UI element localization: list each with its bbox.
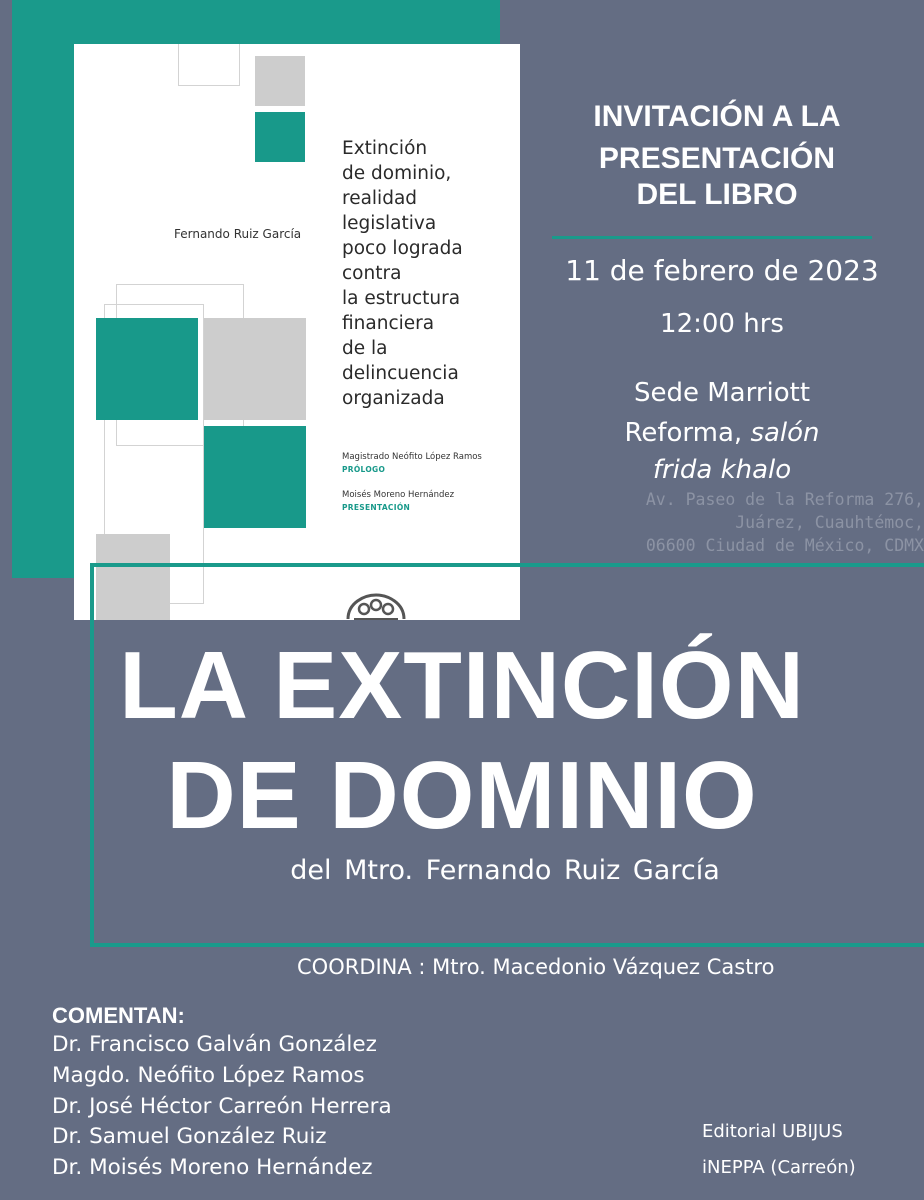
invitation-heading: PRESENTACIÓN xyxy=(598,142,836,175)
venue-hall-text: salón xyxy=(750,418,820,448)
cover-presentation-role: PRESENTACIÓN xyxy=(342,503,411,512)
address-line: 06600 Ciudad de México, CDMX xyxy=(645,536,924,555)
main-title-author: del Mtro. Fernando Ruiz García xyxy=(290,855,720,886)
book-cover xyxy=(74,44,520,620)
commentator-name: Dr. Moisés Moreno Hernández xyxy=(52,1155,373,1180)
venue-hall-text: frida khalo xyxy=(652,455,792,485)
venue-line: Sede Marriott xyxy=(633,378,811,408)
commentator-name: Dr. Francisco Galván González xyxy=(52,1032,377,1057)
cover-title-line: legislativa xyxy=(342,213,437,234)
invitation-heading: DEL LIBRO xyxy=(636,178,798,211)
cover-teal-square xyxy=(204,426,306,528)
cover-title xyxy=(342,136,517,411)
publisher: iNEPPA (Carreón) xyxy=(702,1157,856,1178)
invitation-heading: INVITACIÓN A LA xyxy=(593,100,841,133)
commentator-name: Dr. Samuel González Ruiz xyxy=(52,1124,327,1149)
cover-author: Fernando Ruiz García xyxy=(174,227,302,241)
cover-title-line: financiera xyxy=(342,313,435,334)
cover-title-line: la estructura xyxy=(342,288,461,309)
main-title-line: DE DOMINIO xyxy=(166,742,758,849)
cover-prologue-name: Magistrado Neófito López Ramos xyxy=(342,452,482,462)
cover-title-line: delincuencia xyxy=(342,363,459,384)
coordinator: COORDINA : Mtro. Macedonio Vázquez Castro xyxy=(297,955,775,979)
main-title-line: LA EXTINCIÓN xyxy=(119,632,805,739)
cover-gray-square xyxy=(204,318,306,420)
cover-title-line: realidad xyxy=(342,188,418,209)
commentators-title: COMENTAN: xyxy=(52,1003,185,1028)
cover-gray-square xyxy=(255,56,305,106)
cover-title-line: Extinción xyxy=(342,138,428,159)
address-line: Av. Paseo de la Reforma 276, xyxy=(645,490,924,509)
publisher: Editorial UBIJUS xyxy=(702,1121,843,1142)
cover-title-line: contra xyxy=(342,263,402,284)
cover-title-line: poco lograda xyxy=(342,238,463,259)
cover-title-line: de la xyxy=(342,338,388,359)
teal-divider xyxy=(552,236,872,239)
cover-teal-square xyxy=(255,112,305,162)
cover-outline-box xyxy=(178,44,240,86)
cover-prologue-role: PRÓLOGO xyxy=(342,465,386,474)
cover-title-line: de dominio, xyxy=(342,163,452,184)
commentator-name: Dr. José Héctor Carreón Herrera xyxy=(52,1094,392,1119)
commentator-name: Magdo. Neófito López Ramos xyxy=(52,1063,365,1088)
cover-title-line: organizada xyxy=(342,388,445,409)
venue-text: Reforma, xyxy=(624,418,751,448)
address-line: Juárez, Cuauhtémoc, xyxy=(735,513,924,532)
venue-line xyxy=(520,453,924,487)
cover-teal-square xyxy=(96,318,198,420)
event-date: 11 de febrero de 2023 xyxy=(565,254,879,287)
event-time: 12:00 hrs xyxy=(660,309,784,339)
venue-line xyxy=(520,416,924,450)
cover-presentation-name: Moisés Moreno Hernández xyxy=(342,490,455,500)
